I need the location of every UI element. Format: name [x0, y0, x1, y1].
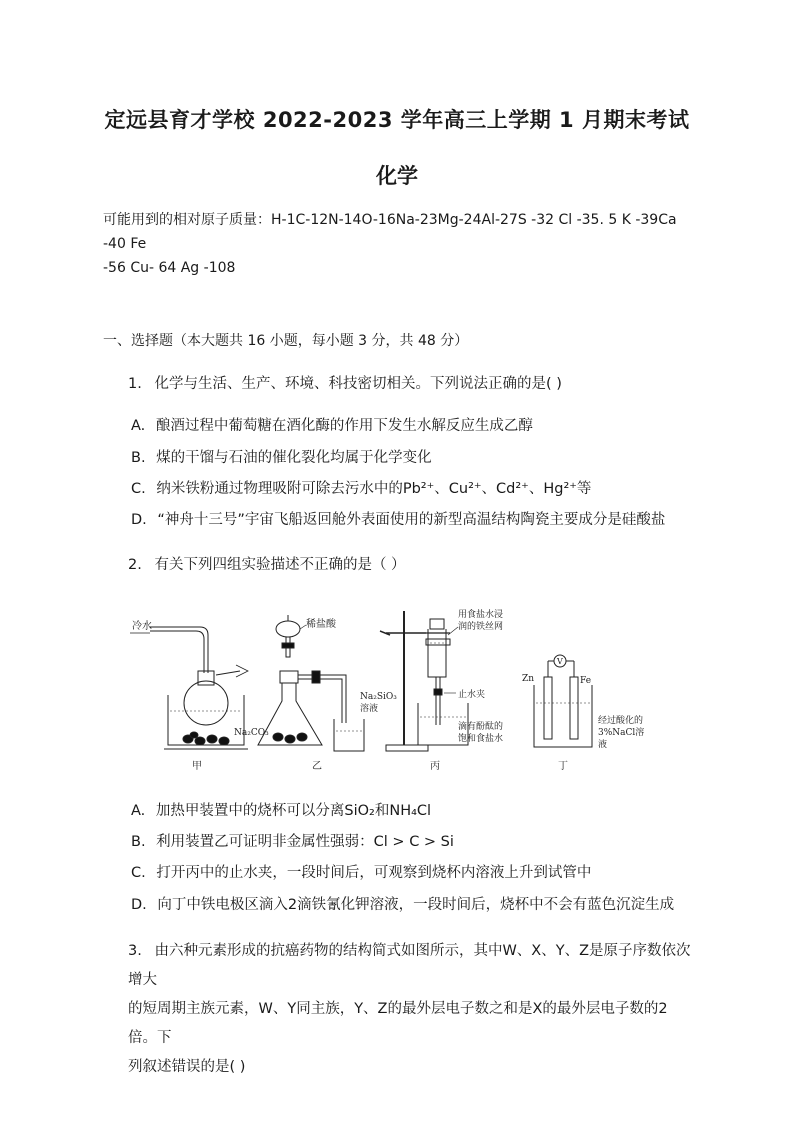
question-2-stem — [128, 555, 406, 575]
caption-jia: 甲 — [192, 761, 202, 772]
question-1-option-d — [131, 510, 665, 530]
question-text: 有关下列四组实验描述不正确的是（ ） — [154, 557, 406, 573]
atomic-masses-line-1: 可能用到的相对原子质量：H-1C-12N-14O-16Na-23Mg-24Al-27S -32 Cl -35. 5 K -39Ca -40 Fe — [103, 212, 677, 252]
option-label: C. — [131, 865, 146, 881]
label-phenol-2: 饱和食盐水 — [458, 734, 504, 744]
label-clamp: 止水夹 — [458, 690, 486, 700]
option-label: D. — [131, 512, 147, 528]
atomic-masses-line-2: -56 Cu- 64 Ag -108 — [103, 260, 236, 276]
option-text: “神舟十三号”宇宙飞船返回舱外表面使用的新型高温结构陶瓷主要成分是硅酸盐 — [157, 512, 666, 528]
exam-title: 定远县育才学校 2022-2023 学年高三上学期 1 月期末考试 — [104, 108, 690, 132]
atomic-masses — [103, 208, 703, 280]
label-iron-mesh-1: 用食盐水浸 — [458, 610, 504, 620]
option-text: 纳米铁粉通过物理吸附可除去污水中的Pb²⁺、Cu²⁺、Cd²⁺、Hg²⁺等 — [156, 481, 592, 497]
option-text: 利用装置乙可证明非金属性强弱：Cl > C > Si — [156, 834, 454, 850]
label-na2co3: Na₂CO₃ — [234, 728, 269, 738]
question-number: 3. — [128, 943, 142, 959]
question-1-option-a — [131, 416, 533, 436]
label-nacl-3: 液 — [598, 740, 608, 750]
question-2-option-b — [131, 832, 454, 852]
question-3-line-3: 列叙述错误的是( ) — [128, 1059, 246, 1075]
question-3-line-1 — [128, 937, 694, 995]
label-voltmeter: V — [557, 657, 563, 666]
option-label: C. — [131, 481, 146, 497]
label-na2sio3: Na₂SiO₃ — [360, 692, 397, 702]
section-heading: 一、选择题（本大题共 16 小题，每小题 3 分，共 48 分） — [103, 333, 469, 349]
question-2-option-d — [131, 895, 674, 915]
apparatus-figure — [128, 605, 645, 775]
option-text: 煤的干馏与石油的催化裂化均属于化学变化 — [156, 450, 432, 466]
option-label: B. — [131, 834, 146, 850]
question-1-option-b — [131, 448, 432, 468]
question-1-stem — [128, 374, 562, 394]
option-text: 酿酒过程中葡萄糖在酒化酶的作用下发生水解反应生成乙醇 — [155, 418, 533, 434]
option-label: A. — [131, 418, 146, 434]
question-number: 1. — [128, 376, 142, 392]
question-text: 化学与生活、生产、环境、科技密切相关。下列说法正确的是( ) — [154, 376, 562, 392]
apparatus-yi — [234, 615, 397, 772]
question-1-option-c — [131, 479, 591, 499]
label-fe: Fe — [580, 676, 592, 686]
option-text: 向丁中铁电极区滴入2滴铁氰化钾溶液，一段时间后，烧杯中不会有蓝色沉淀生成 — [157, 897, 675, 913]
subject-title: 化学 — [376, 164, 418, 188]
question-3-line-2: 的短周期主族元素，W、Y同主族，Y、Z的最外层电子数之和是X的最外层电子数的2倍。下 — [128, 1001, 668, 1046]
option-label: A. — [131, 803, 146, 819]
question-3-stem — [128, 937, 694, 1082]
label-solution: 溶液 — [360, 704, 379, 714]
option-text: 加热甲装置中的烧杯可以分离SiO₂和NH₄Cl — [155, 803, 432, 819]
label-cold-water: 冷水 — [132, 621, 152, 632]
option-label: D. — [131, 897, 147, 913]
label-iron-mesh-2: 润的铁丝网 — [458, 622, 504, 632]
caption-yi: 乙 — [312, 761, 322, 772]
question-2-option-a — [131, 801, 431, 821]
label-nacl-2: 3%NaCl溶 — [598, 728, 645, 738]
label-phenol-1: 滴有酚酞的 — [458, 722, 504, 732]
question-text: 由六种元素形成的抗癌药物的结构简式如图所示，其中W、X、Y、Z是原子序数依次增大 — [128, 943, 691, 988]
label-dilute-hcl: 稀盐酸 — [306, 619, 336, 630]
question-number: 2. — [128, 557, 142, 573]
question-2-option-c — [131, 863, 591, 883]
option-label: B. — [131, 450, 146, 466]
apparatus-bing — [380, 608, 503, 772]
apparatus-jia — [130, 619, 248, 772]
apparatus-ding — [522, 655, 644, 772]
label-nacl-1: 经过酸化的 — [598, 716, 644, 726]
option-text: 打开丙中的止水夹，一段时间后，可观察到烧杯内溶液上升到试管中 — [156, 865, 592, 881]
caption-bing: 丙 — [430, 761, 440, 772]
caption-ding: 丁 — [558, 761, 568, 772]
label-zn: Zn — [522, 674, 535, 684]
